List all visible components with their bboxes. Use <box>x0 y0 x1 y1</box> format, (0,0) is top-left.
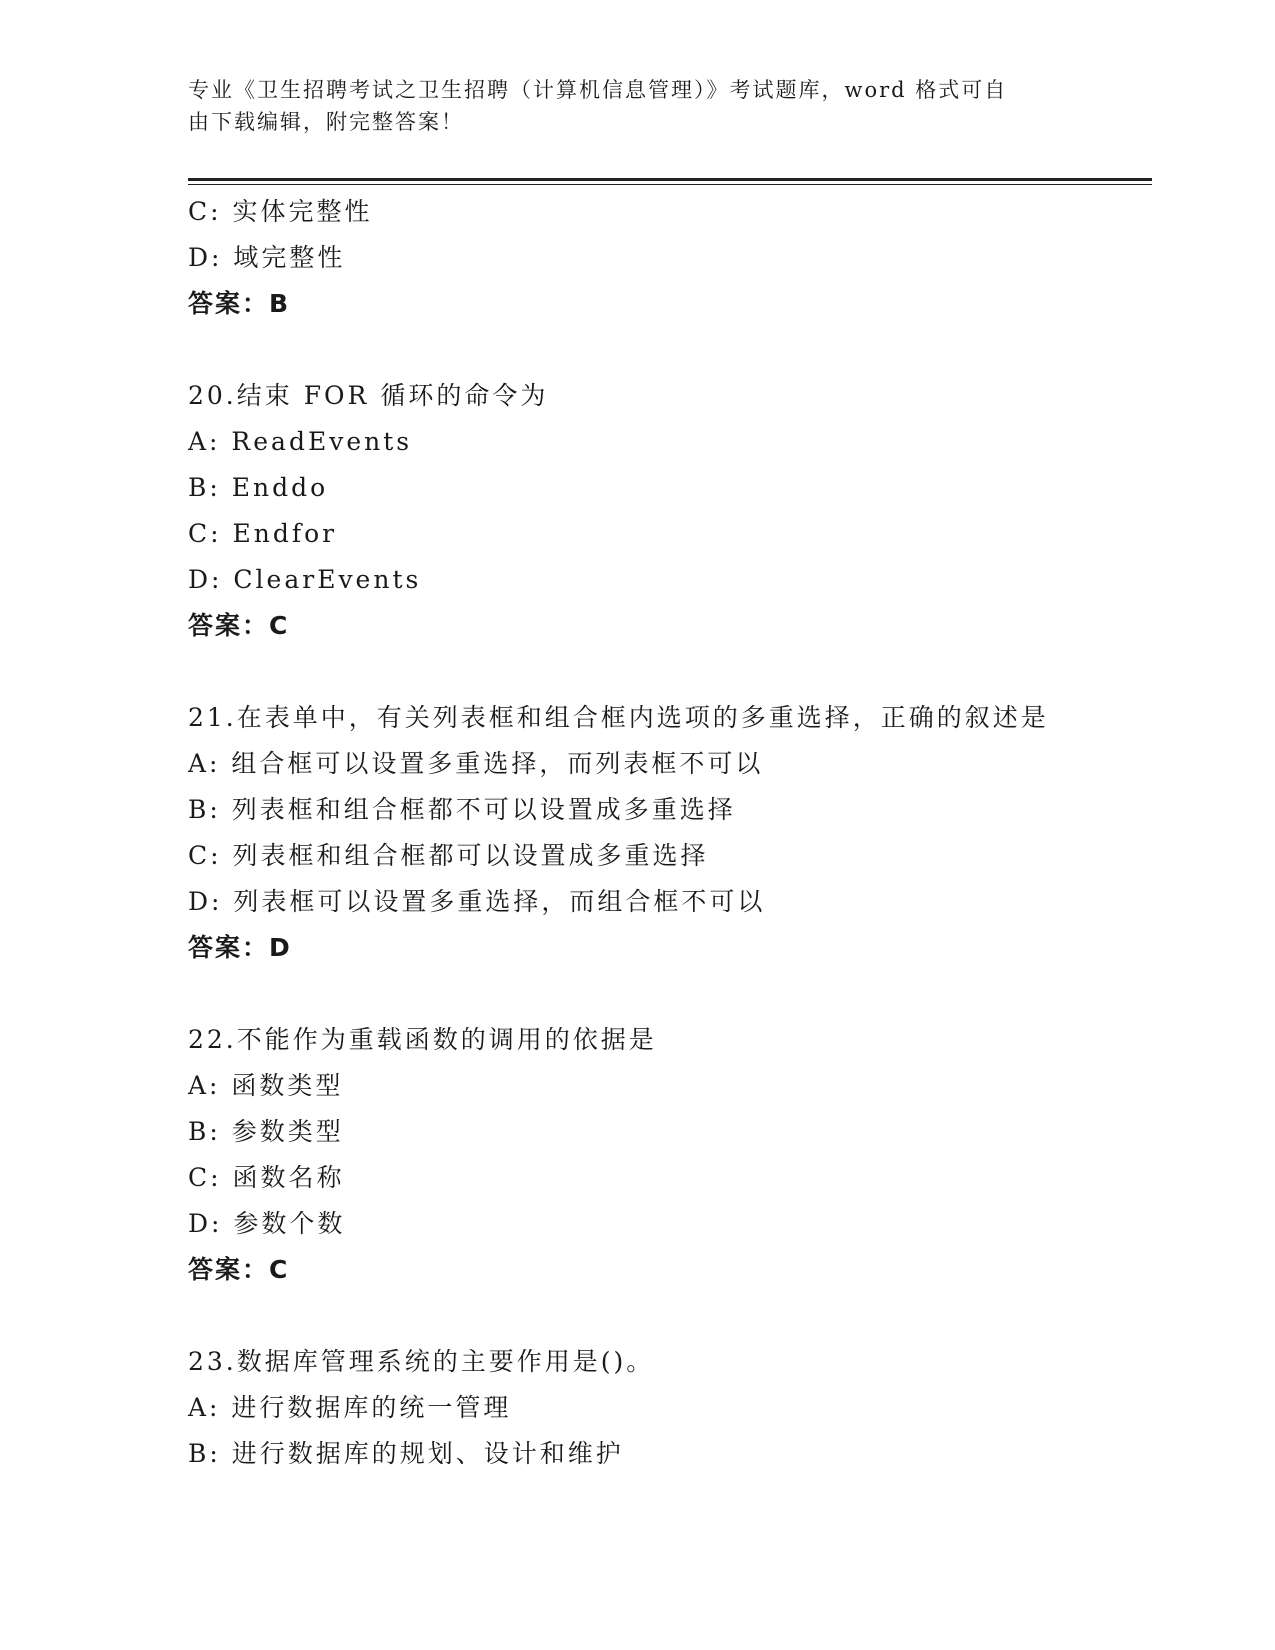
option-a: A: 函数类型 <box>188 1071 344 1100</box>
question-stem: 20.结束 FOR 循环的命令为 <box>188 381 549 410</box>
option-c: C: Endfor <box>188 519 338 548</box>
spacer <box>188 649 1148 695</box>
question-stem: 23.数据库管理系统的主要作用是()。 <box>188 1347 655 1376</box>
option-b: B: 参数类型 <box>188 1117 344 1146</box>
answer: 答案：B <box>188 289 291 318</box>
option-d: D: 列表框可以设置多重选择，而组合框不可以 <box>188 887 766 916</box>
option-c: C: 函数名称 <box>188 1163 345 1192</box>
answer: 答案：C <box>188 1255 290 1284</box>
option-a: A: 组合框可以设置多重选择，而列表框不可以 <box>188 749 764 778</box>
question-stem: 21.在表单中，有关列表框和组合框内选项的多重选择，正确的叙述是 <box>188 703 1049 732</box>
document-header <box>188 74 1088 138</box>
header-line-2: 由下载编辑，附完整答案！ <box>188 110 464 134</box>
answer: 答案：C <box>188 611 290 640</box>
spacer <box>188 1293 1148 1339</box>
question-stem: 22.不能作为重载函数的调用的依据是 <box>188 1025 657 1054</box>
header-rule-thick <box>188 178 1152 181</box>
option-b: B: Enddo <box>188 473 329 502</box>
option-b: B: 列表框和组合框都不可以设置成多重选择 <box>188 795 736 824</box>
option-c: C: 实体完整性 <box>188 197 373 226</box>
header-rule-thin <box>188 184 1152 185</box>
option-a: A: ReadEvents <box>188 427 413 456</box>
header-line-1: 专业《卫生招聘考试之卫生招聘（计算机信息管理）》考试题库，word 格式可自 <box>188 78 1008 102</box>
spacer <box>188 971 1148 1017</box>
spacer <box>188 327 1148 373</box>
question-list <box>188 189 1148 1477</box>
option-a: A: 进行数据库的统一管理 <box>188 1393 512 1422</box>
option-c: C: 列表框和组合框都可以设置成多重选择 <box>188 841 709 870</box>
option-b: B: 进行数据库的规划、设计和维护 <box>188 1439 624 1468</box>
option-d: D: 域完整性 <box>188 243 346 272</box>
option-d: D: 参数个数 <box>188 1209 346 1238</box>
answer: 答案：D <box>188 933 292 962</box>
option-d: D: ClearEvents <box>188 565 422 594</box>
